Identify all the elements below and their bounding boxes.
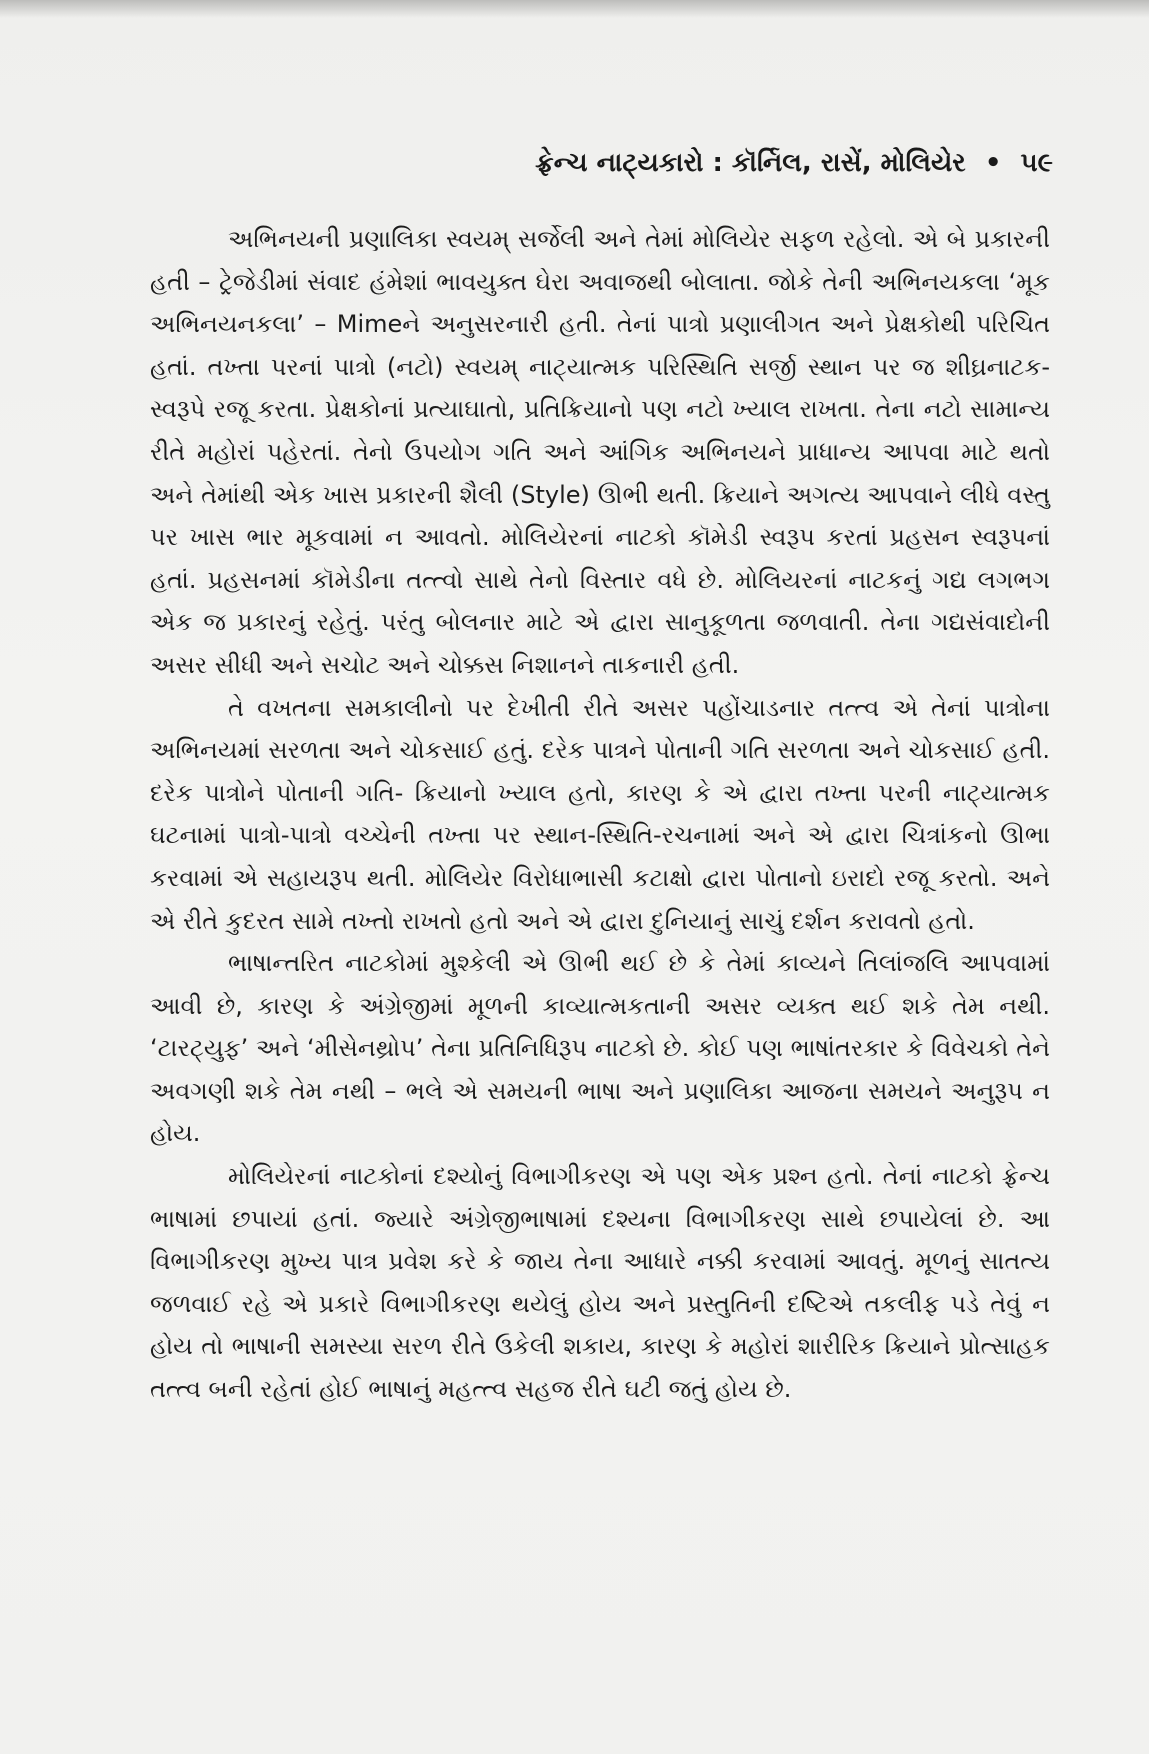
paragraph-1: અભિનયની પ્રણાલિકા સ્વયમ્ સર્જેલી અને તેમાં મોલિયેર સફળ રહેલો. એ બે પ્રકારની હતી – ટ્રેજેડીમાં સંવાદ હંમેશાં ભાવયુક્ત ઘેરા અવાજથી બોલાતા. જોકે તેની અભિનયકલા ‘મૂક અભિનયનકલા’ – Mimeને અનુસરનારી હતી. તેનાં પાત્રો પ્રણાલીગત અને પ્રેક્ષકોથી પરિચિત હતાં. તખ્તા પરનાં પાત્રો (નટો) સ્વયમ્ નાટ્યાત્મક પરિસ્થિતિ સર્જી સ્થાન પર જ શીઘ્રનાટક-સ્વરૂપે રજૂ કરતા. પ્રેક્ષકોનાં પ્રત્યાઘાતો, પ્રતિક્રિયાનો પણ નટો ખ્યાલ રાખતા. તેના નટો સામાન્ય રીતે મહોરાં પહેરતાં. તેનો ઉપયોગ ગતિ અને આંગિક અભિનયને પ્રાધાન્ય આપવા માટે થતો અને તેમાંથી એક ખાસ પ્રકારની શૈલી (Style) ઊભી થતી. ક્રિયાને અગત્ય આપવાને લીધે વસ્તુ પર ખાસ ભાર મૂકવામાં ન આવતો. મોલિયેરનાં નાટકો કૉમેડી સ્વરૂપ કરતાં પ્રહસન સ્વરૂપનાં હતાં. પ્રહસનમાં કૉમેડીના તત્ત્વો સાથે તેનો વિસ્તાર વધે છે. મોલિયરનાં નાટકનું ગદ્ય લગભગ એક જ પ્રકારનું રહેતું. પરંતુ બોલનાર માટે એ દ્વારા સાનુકૂળતા જળવાતી. તેના ગદ્યસંવાદોની અસર સીધી અને સચોટ અને ચોક્કસ નિશાનને તાકનારી હતી. (150, 225, 1050, 679)
header-bullet: • (984, 148, 1002, 178)
page-edge-shadow (0, 0, 1149, 18)
running-header (535, 148, 1053, 179)
page-number: ૫૯ (1020, 148, 1053, 178)
body-text (150, 218, 1050, 1411)
paragraph-3: ભાષાન્તરિત નાટકોમાં મુશ્કેલી એ ઊભી થઈ છે કે તેમાં કાવ્યને તિલાંજલિ આપવામાં આવી છે, કારણ કે અંગ્રેજીમાં મૂળની કાવ્યાત્મકતાની અસર વ્યક્ત થઈ શકે તેમ નથી. ‘ટારટ્યુફ’ અને ‘મીસેનથ્રોપ’ તેના પ્રતિનિધિરૂપ નાટકો છે. કોઈ પણ ભાષાંતરકાર કે વિવેચકો તેને અવગણી શકે તેમ નથી – ભલે એ સમયની ભાષા અને પ્રણાલિકા આજના સમયને અનુરૂપ ન હોય. (150, 949, 1050, 1148)
paragraph-4: મોલિયેરનાં નાટકોનાં દશ્યોનું વિભાગીકરણ એ પણ એક પ્રશ્ન હતો. તેનાં નાટકો ફ્રેન્ચ ભાષામાં છપાયાં હતાં. જ્યારે અંગ્રેજીભાષામાં દશ્યના વિભાગીકરણ સાથે છપાયેલાં છે. આ વિભાગીકરણ મુખ્ય પાત્ર પ્રવેશ કરે કે જાય તેના આધારે નક્કી કરવામાં આવતું. મૂળનું સાતત્ય જળવાઈ રહે એ પ્રકારે વિભાગીકરણ થયેલું હોય અને પ્રસ્તુતિની દષ્ટિએ તકલીફ પડે તેવું ન હોય તો ભાષાની સમસ્યા સરળ રીતે ઉકેલી શકાય, કારણ કે મહોરાં શારીરિક ક્રિયાને પ્રોત્સાહક તત્ત્વ બની રહેતાં હોઈ ભાષાનું મહત્ત્વ સહજ રીતે ઘટી જતું હોય છે. (150, 1162, 1050, 1404)
running-title: ફ્રેન્ચ નાટ્યકારો : કૉર્નિલ, રાસેં, મોલિયેર (535, 148, 966, 178)
paragraph-2: તે વખતના સમકાલીનો પર દેખીતી રીતે અસર પહોંચાડનાર તત્ત્વ એ તેનાં પાત્રોના અભિનયમાં સરળતા અને ચોકસાઈ હતું. દરેક પાત્રને પોતાની ગતિ સરળતા અને ચોકસાઈ હતી. દરેક પાત્રોને પોતાની ગતિ- ક્રિયાનો ખ્યાલ હતો, કારણ કે એ દ્વારા તખ્તા પરની નાટ્યાત્મક ઘટનામાં પાત્રો-પાત્રો વચ્ચેની તખ્તા પર સ્થાન-સ્થિતિ-રચનામાં અને એ દ્વારા ચિત્રાંકનો ઊભા કરવામાં એ સહાયરૂપ થતી. મોલિયેર વિરોધાભાસી કટાક્ષો દ્વારા પોતાનો ઇરાદો રજૂ કરતો. અને એ રીતે કુદરત સામે તખ્તો રાખતો હતો અને એ દ્વારા દુનિયાનું સાચું દર્શન કરાવતો હતો. (150, 693, 1050, 935)
